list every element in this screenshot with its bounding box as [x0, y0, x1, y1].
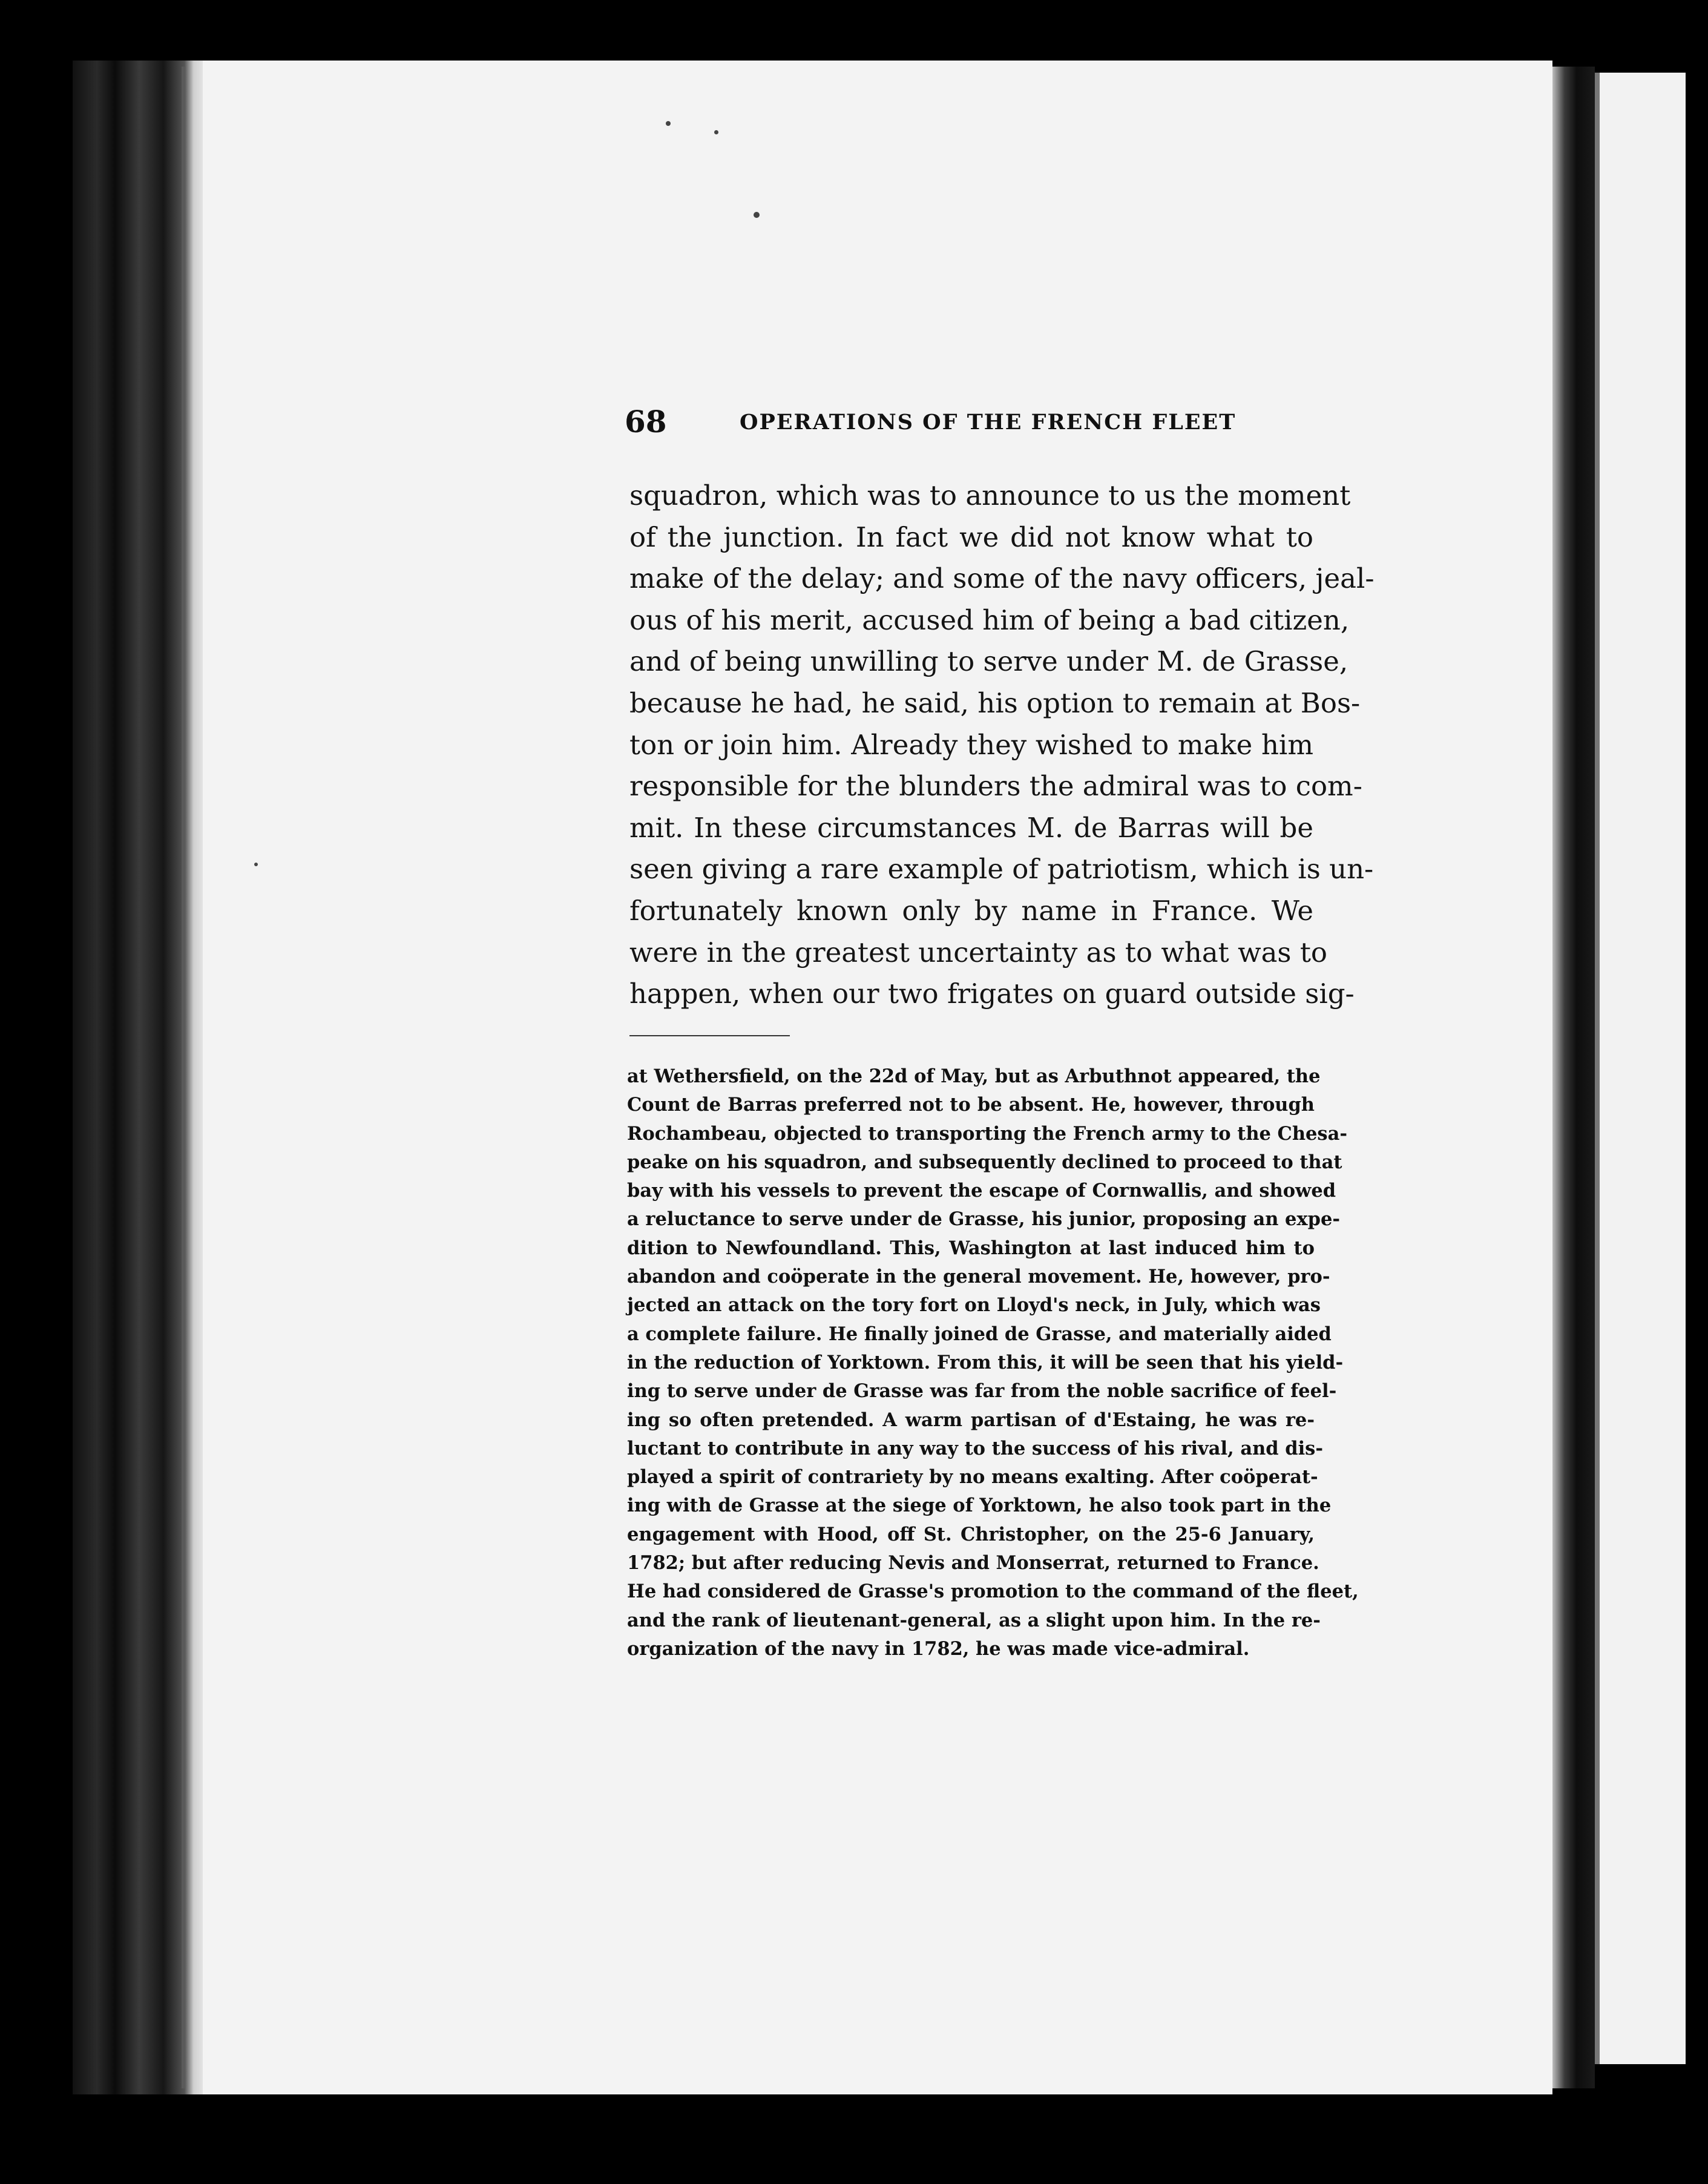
footnote-line: luctant to contribute in any way to the success of his rival, and dis-	[627, 1437, 1323, 1459]
body-line: ton or join him. Already they wished to make him	[629, 728, 1313, 761]
body-line: responsible for the blunders the admiral was to com-	[629, 770, 1362, 803]
body-line: make of the delay; and some of the navy officers, jeal-	[629, 562, 1375, 595]
footnote-line: ing to serve under de Grasse was far from the noble sacrifice of feel-	[627, 1380, 1337, 1403]
body-line: were in the greatest uncertainty as to what was to	[629, 936, 1327, 969]
footnote-line: Rochambeau, objected to transporting the French army to the Chesa-	[627, 1122, 1347, 1145]
running-title: OPERATIONS OF THE FRENCH FLEET	[740, 410, 1237, 435]
footnote-line: 1782; but after reducing Nevis and Monserrat, returned to France.	[627, 1552, 1319, 1574]
footnote-line: bay with his vessels to prevent the escape of Cornwallis, and showed	[627, 1180, 1336, 1202]
page-number: 68	[625, 404, 667, 439]
book-spine	[73, 61, 206, 2094]
footnote-line: a complete failure. He finally joined de Grasse, and materially aided	[627, 1323, 1332, 1345]
footnote-line: organization of the navy in 1782, he was made vice-admiral.	[627, 1637, 1250, 1660]
footnote-line: peake on his squadron, and subsequently declined to proceed to that	[627, 1151, 1342, 1173]
page-gutter-shadow	[1552, 67, 1595, 2088]
footnote-line: Count de Barras preferred not to be absent. He, however, through	[627, 1094, 1315, 1116]
running-head	[625, 401, 1315, 443]
body-line: squadron, which was to announce to us the moment	[629, 479, 1351, 511]
scan-speck	[666, 121, 671, 126]
footnote-line: and the rank of lieutenant-general, as a slight upon him. In the re-	[627, 1609, 1321, 1631]
body-line: fortunately known only by name in France. We	[629, 894, 1313, 927]
body-line: and of being unwilling to serve under M. de Grasse,	[629, 645, 1348, 678]
body-line: seen giving a rare example of patriotism, which is un-	[629, 853, 1374, 886]
facing-page-edge	[1595, 73, 1686, 2064]
body-line: because he had, he said, his option to remain at Bos-	[629, 686, 1361, 719]
scan-speck	[714, 130, 718, 134]
scan-speck	[254, 863, 258, 866]
footnote-line: ing with de Grasse at the siege of Yorktown, he also took part in the	[627, 1495, 1332, 1517]
body-line: happen, when our two frigates on guard outside sig-	[629, 978, 1355, 1010]
body-line: of the junction. In fact we did not know what to	[629, 521, 1313, 553]
scan-speck	[754, 212, 760, 218]
body-line: ous of his merit, accused him of being a bad citizen,	[629, 604, 1350, 636]
footnote-rule	[629, 1035, 790, 1036]
footnote-line: He had considered de Grasse's promotion to the command of the fleet,	[627, 1580, 1359, 1603]
footnote-line: abandon and coöperate in the general movement. He, however, pro-	[627, 1266, 1330, 1288]
spine-edge-line	[182, 67, 185, 2088]
footnote-line: a reluctance to serve under de Grasse, his junior, proposing an expe-	[627, 1208, 1341, 1231]
footnote-line: at Wethersfield, on the 22d of May, but as Arbuthnot appeared, the	[627, 1065, 1321, 1087]
body-line: mit. In these circumstances M. de Barras will be	[629, 811, 1313, 844]
footnote-line: engagement with Hood, off St. Christopher, on the 25-6 January,	[627, 1523, 1315, 1545]
footnote-line: jected an attack on the tory fort on Lloyd's neck, in July, which was	[627, 1294, 1321, 1317]
footnote-line: ing so often pretended. A warm partisan of d'Estaing, he was re-	[627, 1409, 1315, 1431]
footnote	[627, 1062, 1359, 1663]
facing-page-shadow	[1595, 73, 1600, 2064]
footnote-line: played a spirit of contrariety by no means exalting. After coöperat-	[627, 1466, 1318, 1488]
footnote-line: dition to Newfoundland. This, Washington at last induced him to	[627, 1237, 1315, 1259]
footnote-line: in the reduction of Yorktown. From this, it will be seen that his yield-	[627, 1351, 1344, 1373]
body-text	[629, 475, 1375, 1015]
